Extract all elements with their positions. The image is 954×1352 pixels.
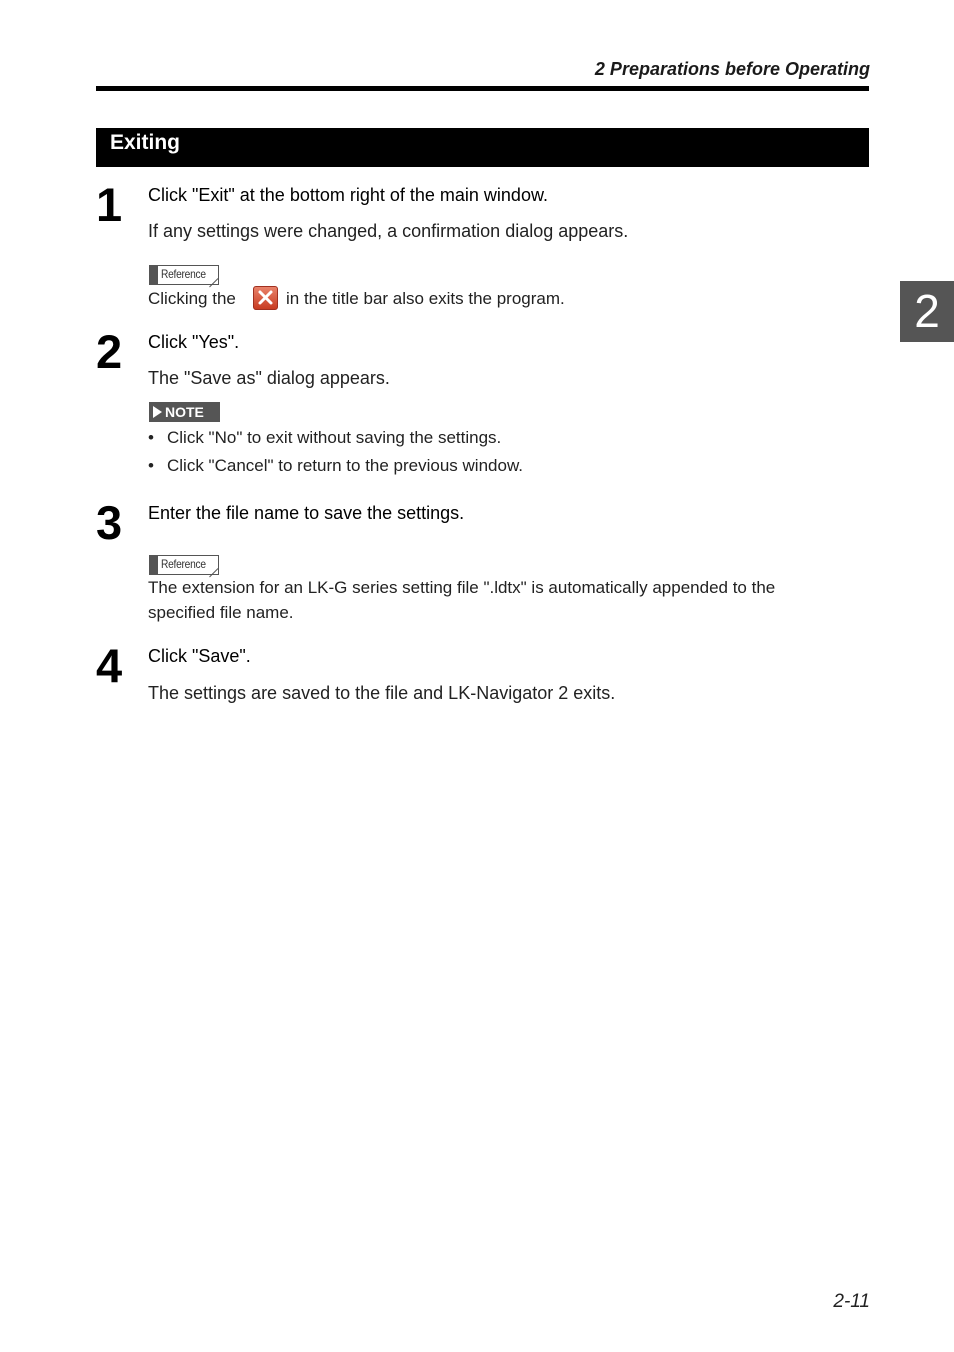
- section-heading-bar: [96, 128, 869, 167]
- step-3-reference-line-2: specified file name.: [148, 603, 294, 622]
- note-item: • Click "Cancel" to return to the previous window.: [148, 456, 524, 475]
- reference-badge: [149, 555, 219, 575]
- play-arrow-icon: [153, 406, 162, 418]
- note-item: • Click "No" to exit without saving the settings.: [148, 428, 502, 447]
- step-2-body: The "Save as" dialog appears.: [148, 368, 390, 388]
- step-1-reference-text-after: in the title bar also exits the program.: [286, 289, 565, 308]
- step-3-reference-line-1: The extension for an LK-G series setting file ".ldtx" is automatically appended to the: [148, 578, 776, 597]
- step-number-3: 3: [96, 496, 123, 549]
- step-3-title: Enter the file name to save the settings.: [148, 503, 465, 523]
- step-number-1: 1: [96, 178, 123, 231]
- page-number: 2-11: [833, 1291, 870, 1312]
- header-rule: [96, 86, 869, 91]
- step-1-body: If any settings were changed, a confirmation dialog appears.: [148, 221, 629, 241]
- close-icon: [253, 286, 278, 310]
- step-4-body: The settings are saved to the file and LK-Navigator 2 exits.: [148, 683, 616, 703]
- running-head: 2 Preparations before Operating: [594, 59, 870, 79]
- note-item-text: Click "No" to exit without saving the settings.: [167, 428, 502, 447]
- note-item-text: Click "Cancel" to return to the previous window.: [167, 456, 524, 475]
- note-badge-label: NOTE: [165, 404, 204, 420]
- step-4-title: Click "Save".: [148, 646, 251, 666]
- reference-badge-label: Reference: [161, 557, 206, 571]
- reference-badge-label: Reference: [161, 267, 206, 281]
- note-badge: [149, 402, 220, 422]
- step-1-reference-text-before: Clicking the: [148, 289, 236, 308]
- reference-badge: [149, 265, 219, 285]
- step-number-2: 2: [96, 325, 123, 378]
- section-title: Exiting: [110, 131, 181, 154]
- step-1-title: Click "Exit" at the bottom right of the main window.: [148, 185, 548, 205]
- step-2-title: Click "Yes".: [148, 332, 240, 352]
- chapter-tab: 2: [900, 281, 954, 342]
- step-number-4: 4: [96, 639, 123, 692]
